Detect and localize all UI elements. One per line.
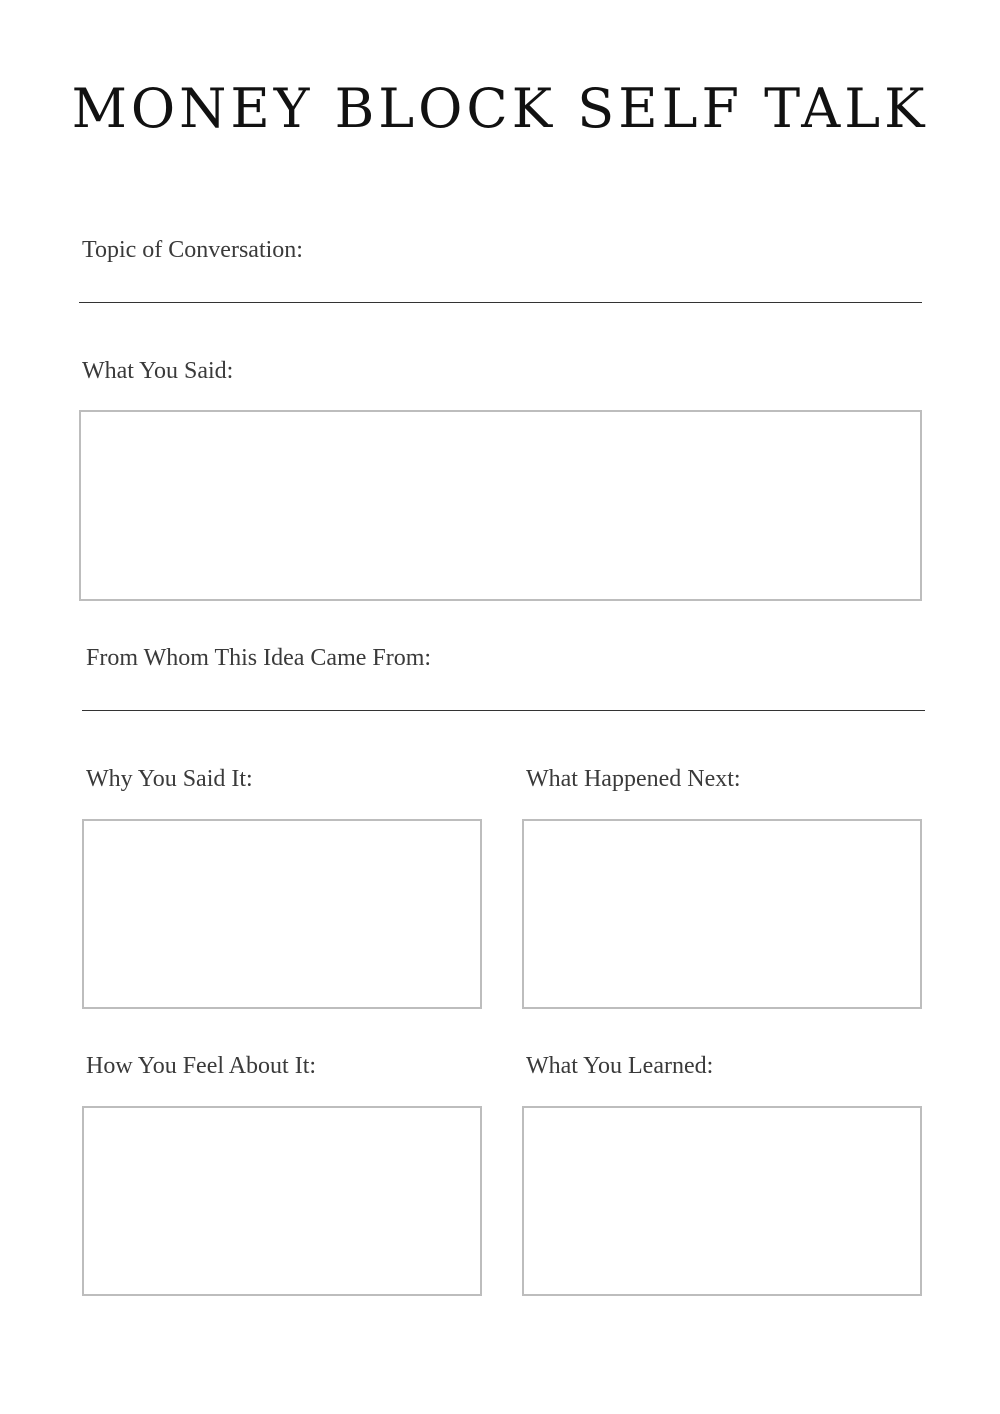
what-you-learned-label: What You Learned: [526, 1053, 714, 1079]
topic-write-line[interactable] [79, 302, 922, 303]
what-you-said-box[interactable] [79, 410, 922, 601]
topic-label: Topic of Conversation: [82, 237, 303, 263]
from-whom-label: From Whom This Idea Came From: [86, 645, 432, 671]
why-you-said-it-box[interactable] [82, 819, 482, 1009]
how-you-feel-box[interactable] [82, 1106, 482, 1296]
page-title: MONEY BLOCK SELF TALK [71, 77, 929, 140]
how-you-feel-label: How You Feel About It: [86, 1053, 317, 1079]
why-you-said-it-label: Why You Said It: [86, 766, 253, 792]
from-whom-write-line[interactable] [82, 710, 925, 711]
what-happened-next-label: What Happened Next: [526, 766, 741, 792]
what-happened-next-box[interactable] [522, 819, 922, 1009]
what-you-said-label: What You Said: [82, 358, 234, 384]
what-you-learned-box[interactable] [522, 1106, 922, 1296]
